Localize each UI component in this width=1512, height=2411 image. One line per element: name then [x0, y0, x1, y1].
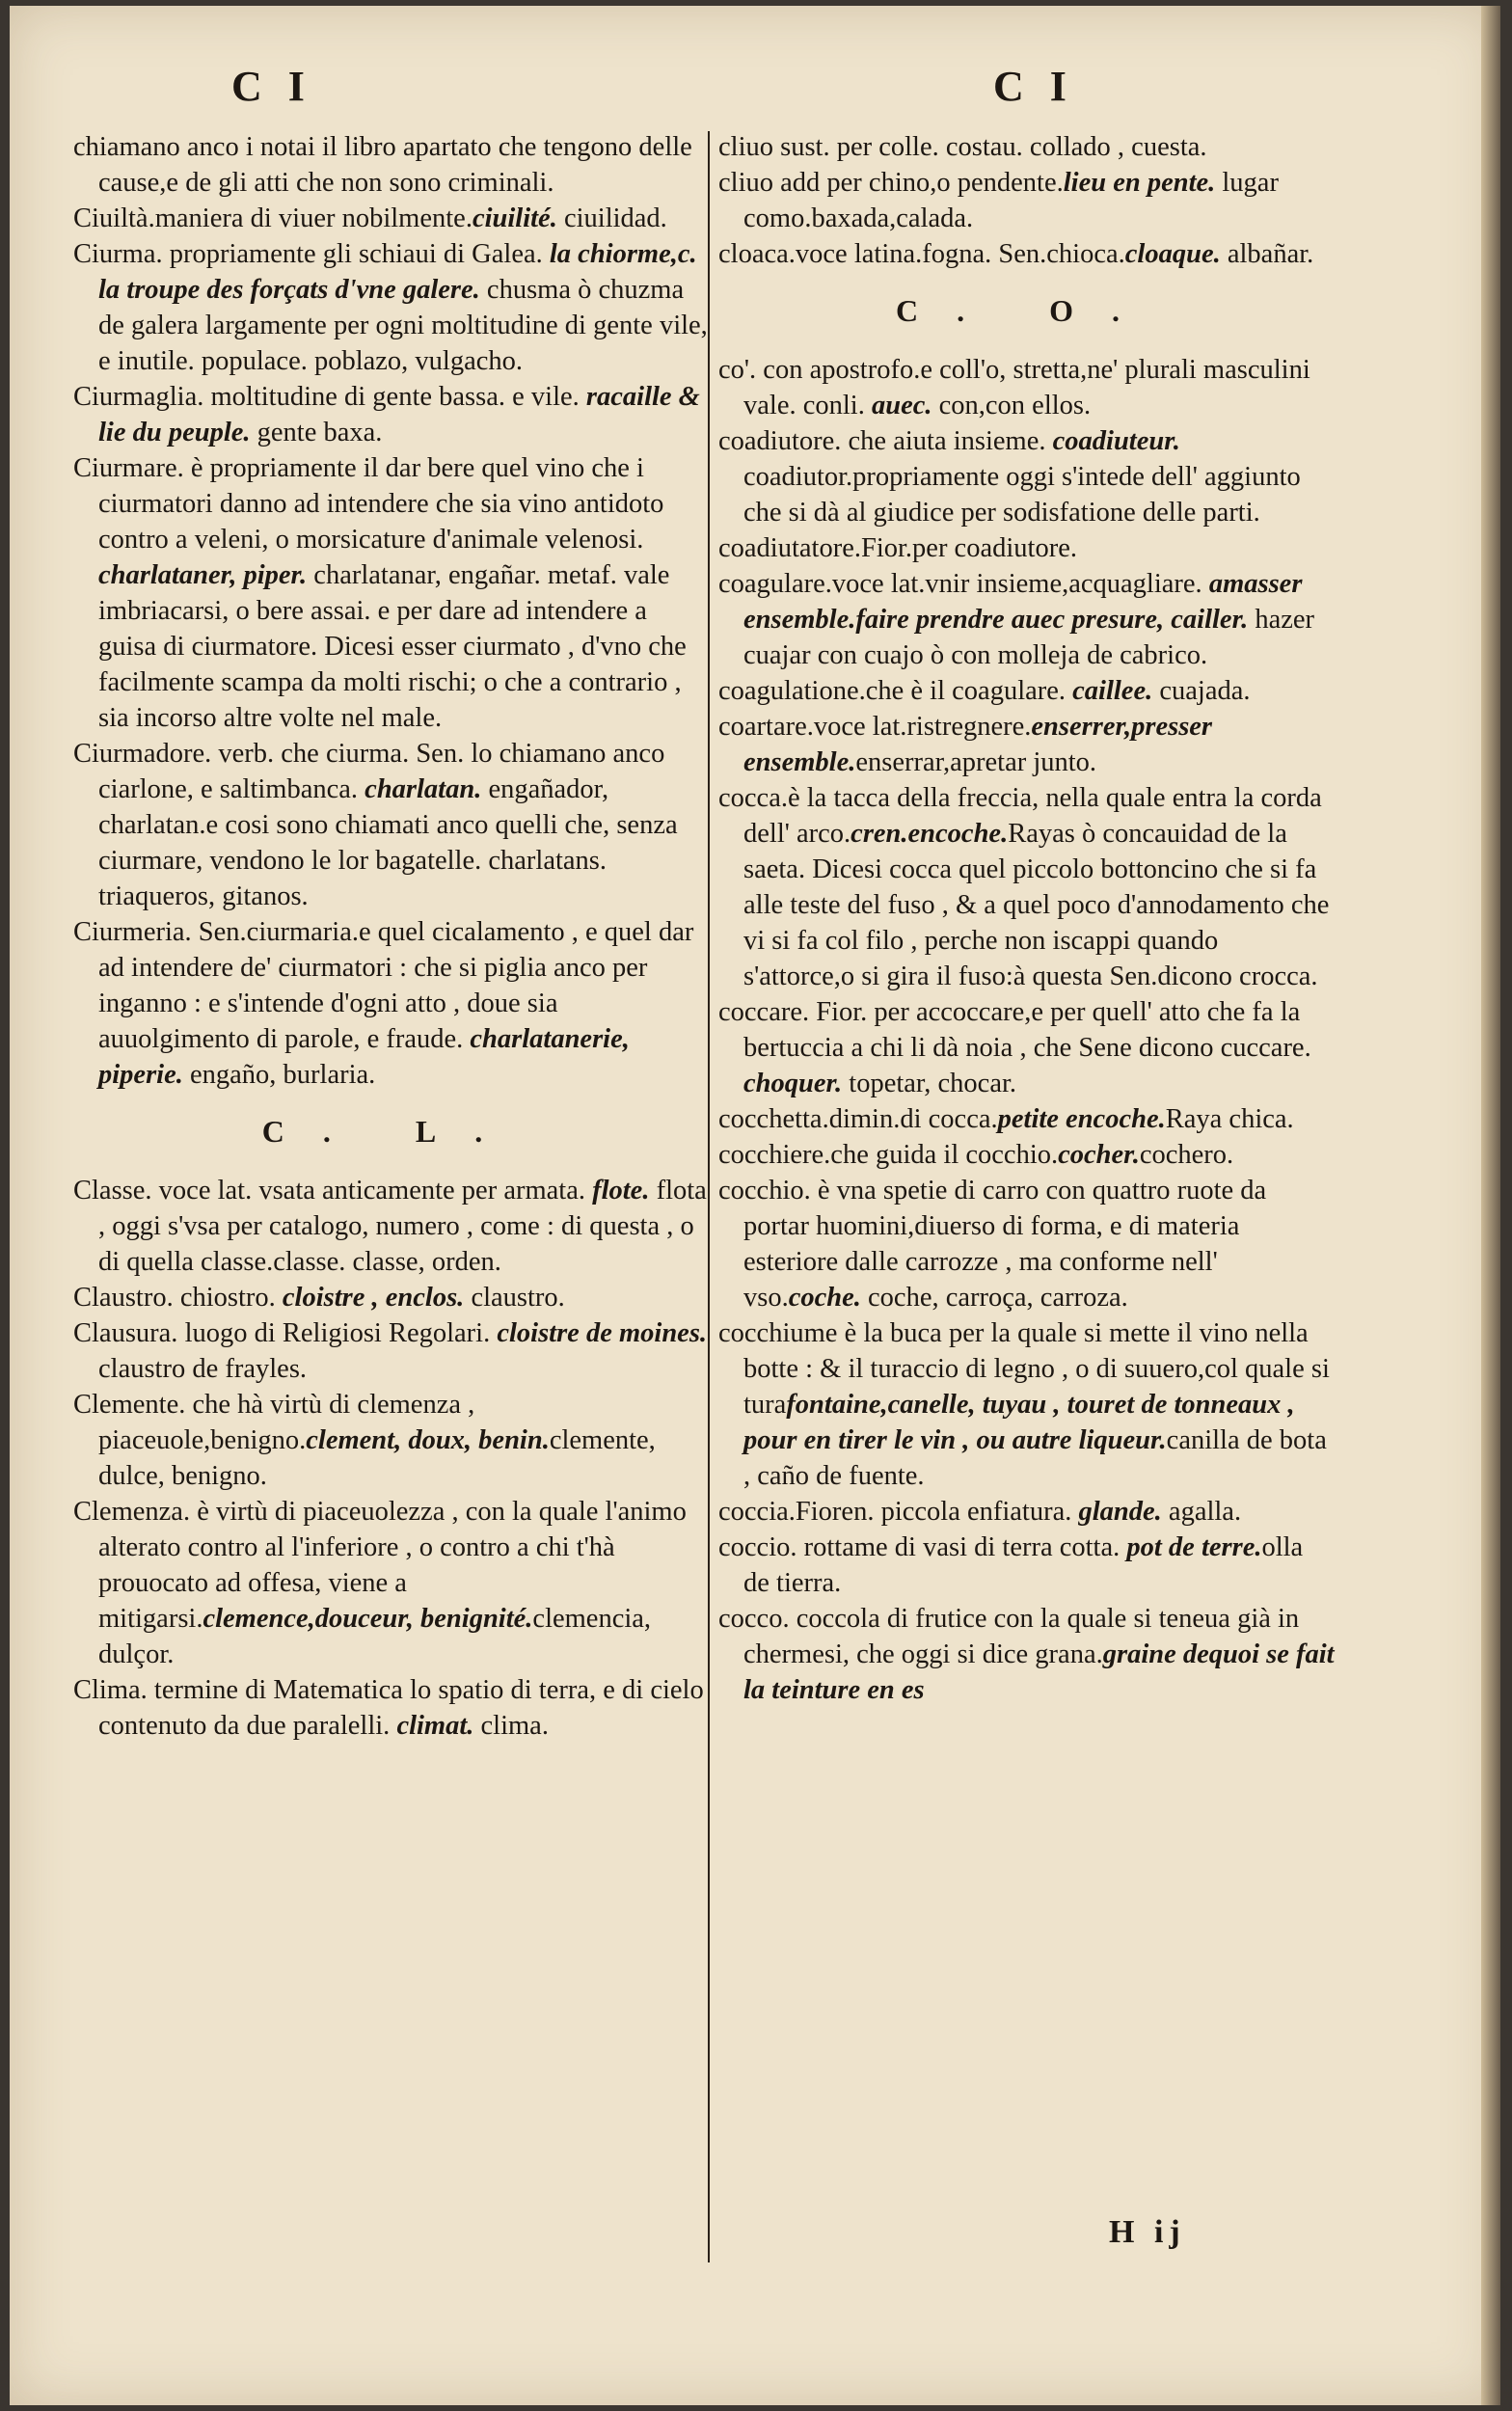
dictionary-entry: [718, 1494, 1336, 1530]
section-heading: C. O.: [896, 293, 1158, 328]
dictionary-entry: [73, 450, 710, 736]
dictionary-entry: [718, 780, 1336, 994]
entry-french: charlatan.: [364, 774, 482, 804]
dictionary-page: [10, 6, 1500, 2405]
entry-term: coccare.: [718, 997, 810, 1027]
entry-spanish: olla de tierra.: [743, 1532, 1304, 1598]
entry-definition: verb. che ciurma. Sen. lo chiamano anco ciarlone, e saltimbanca.: [98, 739, 665, 804]
entry-french: la chiorme,c. la troupe des forçats d'vne galere.: [98, 239, 697, 305]
entry-french: cloaque.: [1124, 239, 1221, 269]
entry-definition: è propriamente il dar bere quel vino che i ciurmatori danno ad intendere che sia vino antidoto contro a veleni, o morsicature d'animale velenosi.: [98, 453, 664, 555]
entry-definition: è la tacca della freccia, nella quale entra la corda dell' arco.: [743, 783, 1322, 849]
entry-definition: chiostro.: [173, 1283, 283, 1313]
dictionary-entry: [718, 994, 1336, 1101]
entry-definition: voce lat.vnir insieme,acquagliare.: [831, 569, 1209, 599]
dictionary-entry: [73, 379, 710, 450]
dictionary-entry: [718, 566, 1336, 673]
entry-definition: che hà virtù di clemenza , piaceuole,benigno.: [98, 1390, 475, 1455]
entry-term: cliuo: [718, 168, 773, 198]
entry-spanish: engañador, charlatan.e cosi sono chiamati anco quelli che, senza ciurmare, vendono le lor bagatelle. charlatans. triaqueros, gitanos.: [98, 774, 678, 911]
entry-definition: con apostrofo.e coll'o, stretta,ne' plurali masculini vale. conli.: [743, 355, 1310, 420]
entry-french: flote.: [592, 1176, 650, 1206]
dictionary-entry: [73, 1280, 710, 1315]
dictionary-entry: [718, 1530, 1336, 1601]
entry-spanish: topetar, chocar.: [842, 1069, 1017, 1098]
entry-spanish: claustro.: [464, 1283, 565, 1313]
entry-term: coagulare.: [718, 569, 832, 599]
entry-term: Clausura.: [73, 1318, 178, 1348]
entry-definition: che è il coagulare.: [865, 676, 1073, 706]
entry-term: coartare.: [718, 712, 814, 742]
entry-french: graine dequoi se fait la teinture en es: [743, 1639, 1335, 1705]
dictionary-entry: [73, 201, 710, 236]
entry-definition: maniera di viuer nobilmente.: [154, 203, 472, 233]
entry-definition: Sen.ciurmaria.e quel cicalamento , e quel dar ad intendere de' ciurmatori : che si piglia anco per inganno : e s'intende d'ogni atto , doue sia auuolgimento di parole, e fraude.: [98, 917, 694, 1054]
left-column: [73, 129, 710, 1744]
entry-term: cocchiere.: [718, 1140, 831, 1170]
entry-definition: è virtù di piaceuolezza , con la quale l'animo alterato contro al l'inferiore , o contro a chi t'hà prouocato ad offesa, viene a mitigarsi.: [98, 1497, 687, 1634]
entry-term: Ciurmeria.: [73, 917, 192, 947]
entry-definition: voce lat. vsata anticamente per armata.: [151, 1176, 593, 1206]
entry-spanish: albañar.: [1220, 239, 1314, 269]
entry-spanish: clima.: [473, 1711, 549, 1741]
entry-term: coadiutatore.: [718, 533, 861, 563]
right-column: [718, 129, 1336, 1708]
entry-spanish: ciuilidad.: [556, 203, 667, 233]
entry-term: Ciuiltà.: [73, 203, 155, 233]
dictionary-entry: [718, 1601, 1336, 1708]
entry-spanish: engaño, burlaria.: [182, 1060, 376, 1090]
dictionary-entry: [718, 423, 1336, 530]
right-running-head: C I: [993, 63, 1074, 110]
entry-spanish: coadiutor.propriamente oggi s'intede dell' aggiunto che si dà al giudice per sodisfatione delle parti.: [743, 462, 1301, 528]
dictionary-entry: [73, 1494, 710, 1672]
dictionary-entry: [718, 1137, 1336, 1173]
dictionary-entry: [718, 1173, 1336, 1315]
entry-term: cloaca.: [718, 239, 796, 269]
entry-term: Ciurmare.: [73, 453, 184, 483]
dictionary-entry: [73, 129, 710, 201]
entry-french: coche.: [788, 1283, 861, 1313]
entry-definition: è vna spetie di carro con quattro ruote da portar huomini,diuerso di forma, e di materia esteriore dalle carrozze , ma conforme nell' vso.: [743, 1176, 1267, 1313]
section-heading: C. L.: [261, 1114, 522, 1149]
entry-definition: è la buca per la quale si mette il vino nella botte : & il turaccio di legno , o di suuero,col quale si tura: [743, 1318, 1330, 1420]
entry-definition: termine di Matematica lo spatio di terra, e di cielo contenuto da due paralelli.: [98, 1675, 704, 1741]
entry-term: cocchetta.: [718, 1104, 829, 1134]
entry-french: pot de terre.: [1126, 1532, 1262, 1562]
entry-term: Claustro.: [73, 1283, 174, 1313]
entry-term: coccia.: [718, 1497, 796, 1527]
entry-definition: Fior.per coadiutore.: [860, 533, 1077, 563]
dictionary-entry: [718, 352, 1336, 423]
entry-spanish: gente baxa.: [250, 418, 383, 447]
entry-spanish: canilla de bota , caño de fuente.: [743, 1425, 1327, 1491]
entry-french: cren.encoche.: [850, 819, 1009, 849]
entry-definition: Fior. per accoccare,e per quell' atto che fa la bertuccia a chi li dà noia , che Sene dicono cuccare.: [743, 997, 1311, 1063]
entry-definition: coccola di frutice con la quale si teneua già in chermesi, che oggi si dice grana.: [743, 1604, 1300, 1669]
entry-french: choquer.: [743, 1069, 843, 1098]
entry-spanish: enserrar,apretar junto.: [855, 747, 1097, 777]
entry-term: Ciurmadore.: [73, 739, 212, 769]
dictionary-entry: [718, 709, 1336, 780]
entry-french: charlataner, piper.: [98, 560, 308, 590]
entry-french: ciuilité.: [472, 203, 557, 233]
dictionary-entry: [73, 736, 710, 914]
dictionary-entry: [73, 236, 710, 379]
entry-spanish: hazer cuajar con cuajo ò con molleja de cabrico.: [743, 605, 1315, 670]
entry-french: amasser ensemble.faire prendre auec presure, cailler.: [743, 569, 1303, 635]
entry-spanish: claustro de frayles.: [98, 1354, 308, 1384]
entry-french: racaille & lie du peuple.: [98, 382, 700, 447]
entry-spanish: Raya chica.: [1165, 1104, 1294, 1134]
entry-french: clement, doux, benin.: [306, 1425, 550, 1455]
entry-spanish: flota , oggi s'vsa per catalogo, numero , come : di questa , o di quella classe.classe. classe, orden.: [98, 1176, 707, 1277]
dictionary-entry: [73, 1315, 710, 1387]
entry-french: charlatanerie, piperie.: [98, 1024, 630, 1090]
entry-spanish: cuajada.: [1152, 676, 1251, 706]
dictionary-entry: [73, 1387, 710, 1494]
entry-term: coagulatione.: [718, 676, 866, 706]
entry-term: Classe.: [73, 1176, 152, 1206]
entry-spanish: agalla.: [1161, 1497, 1242, 1527]
entry-definition: chiamano anco i notai il libro apartato che tengono delle cause,e de gli atti che non sono criminali.: [73, 132, 692, 198]
entry-spanish: charlatanar, engañar. metaf. vale imbriacarsi, o bere assai. e per dare ad intendere a guisa di ciurmatore. Dicesi esser ciurmato , d'vno che facilmente scampa da molti rischi; o che a contrario , sia incorso altre volte nel male.: [98, 560, 687, 733]
entry-definition: rottame di vasi di terra cotta.: [796, 1532, 1127, 1562]
entry-term: cocca.: [718, 783, 788, 813]
entry-term: Clemenza.: [73, 1497, 191, 1527]
entry-french: coadiuteur.: [1052, 426, 1180, 456]
entry-french: clemence,douceur, benignité.: [202, 1604, 533, 1634]
entry-term: Ciurma.: [73, 239, 163, 269]
entry-french: climat.: [396, 1711, 474, 1741]
entry-spanish: clemencia, dulçor.: [98, 1604, 652, 1669]
entry-definition: voce latina.fogna. Sen.chioca.: [795, 239, 1125, 269]
entry-term: Clima.: [73, 1675, 148, 1705]
dictionary-entry: [718, 1315, 1336, 1494]
entry-spanish: cochero.: [1139, 1140, 1234, 1170]
dictionary-entry: [73, 1173, 710, 1280]
entry-definition: add per chino,o pendente.: [773, 168, 1064, 198]
entry-french: cloistre de moines.: [497, 1318, 708, 1348]
entry-spanish: con,con ellos.: [932, 391, 1092, 420]
entry-definition: che aiuta insieme.: [841, 426, 1053, 456]
entry-definition: moltitudine di gente bassa. e vile.: [203, 382, 586, 412]
dictionary-entry: [718, 236, 1336, 272]
entry-spanish: Rayas ò concauidad de la saeta. Dicesi cocca quel piccolo bottoncino che si fa alle teste del fuso , & a quel poco d'annodamento che vi si fa col filo , perche non iscappi quando s'attorce,o si gira il fuso:à questa Sen.dicono crocca.: [743, 819, 1330, 991]
entry-term: cocchiume: [718, 1318, 838, 1348]
entry-term: cocco.: [718, 1604, 790, 1634]
entry-spanish: coche, carroça, carroza.: [860, 1283, 1128, 1313]
dictionary-entry: [718, 129, 1336, 165]
entry-french: fontaine,canelle, tuyau , touret de tonneaux , pour en tirer le vin , ou autre liqueur.: [743, 1390, 1295, 1455]
entry-definition: propriamente gli schiaui di Galea.: [162, 239, 550, 269]
dictionary-entry: [73, 914, 710, 1093]
entry-term: coadiutore.: [718, 426, 842, 456]
entry-french: enserrer,presser ensemble.: [743, 712, 1213, 777]
book-spine-shadow: [1481, 6, 1500, 2405]
signature-mark: H ij: [1109, 2214, 1186, 2250]
entry-definition: che guida il cocchio.: [830, 1140, 1059, 1170]
entry-term: coccio.: [718, 1532, 797, 1562]
dictionary-entry: [718, 165, 1336, 236]
entry-french: auec.: [871, 391, 932, 420]
entry-spanish: lugar como.baxada,calada.: [743, 168, 1279, 233]
entry-term: cocchio.: [718, 1176, 811, 1206]
entry-french: petite encoche.: [997, 1104, 1166, 1134]
entry-french: cocher.: [1058, 1140, 1140, 1170]
entry-french: caillee.: [1072, 676, 1153, 706]
entry-definition: dimin.di cocca.: [828, 1104, 998, 1134]
dictionary-entry: [718, 530, 1336, 566]
entry-term: Ciurmaglia.: [73, 382, 204, 412]
entry-definition: cliuo sust. per colle. costau. collado , cuesta.: [718, 132, 1207, 162]
entry-spanish: clemente, dulce, benigno.: [98, 1425, 656, 1491]
entry-french: lieu en pente.: [1063, 168, 1216, 198]
dictionary-entry: [718, 673, 1336, 709]
dictionary-entry: [718, 1101, 1336, 1137]
entry-definition: Fioren. piccola enfiatura.: [795, 1497, 1079, 1527]
entry-definition: luogo di Religiosi Regolari.: [177, 1318, 498, 1348]
entry-term: Clemente.: [73, 1390, 186, 1420]
dictionary-entry: [73, 1672, 710, 1744]
entry-definition: voce lat.ristregnere.: [813, 712, 1032, 742]
entry-spanish: chusma ò chuzma de galera largamente per ogni moltitudine di gente vile, e inutile. populace. poblazo, vulgacho.: [98, 275, 708, 376]
left-running-head: C I: [231, 63, 312, 110]
entry-french: glande.: [1078, 1497, 1162, 1527]
entry-french: cloistre , enclos.: [282, 1283, 465, 1313]
entry-term: co'.: [718, 355, 757, 385]
